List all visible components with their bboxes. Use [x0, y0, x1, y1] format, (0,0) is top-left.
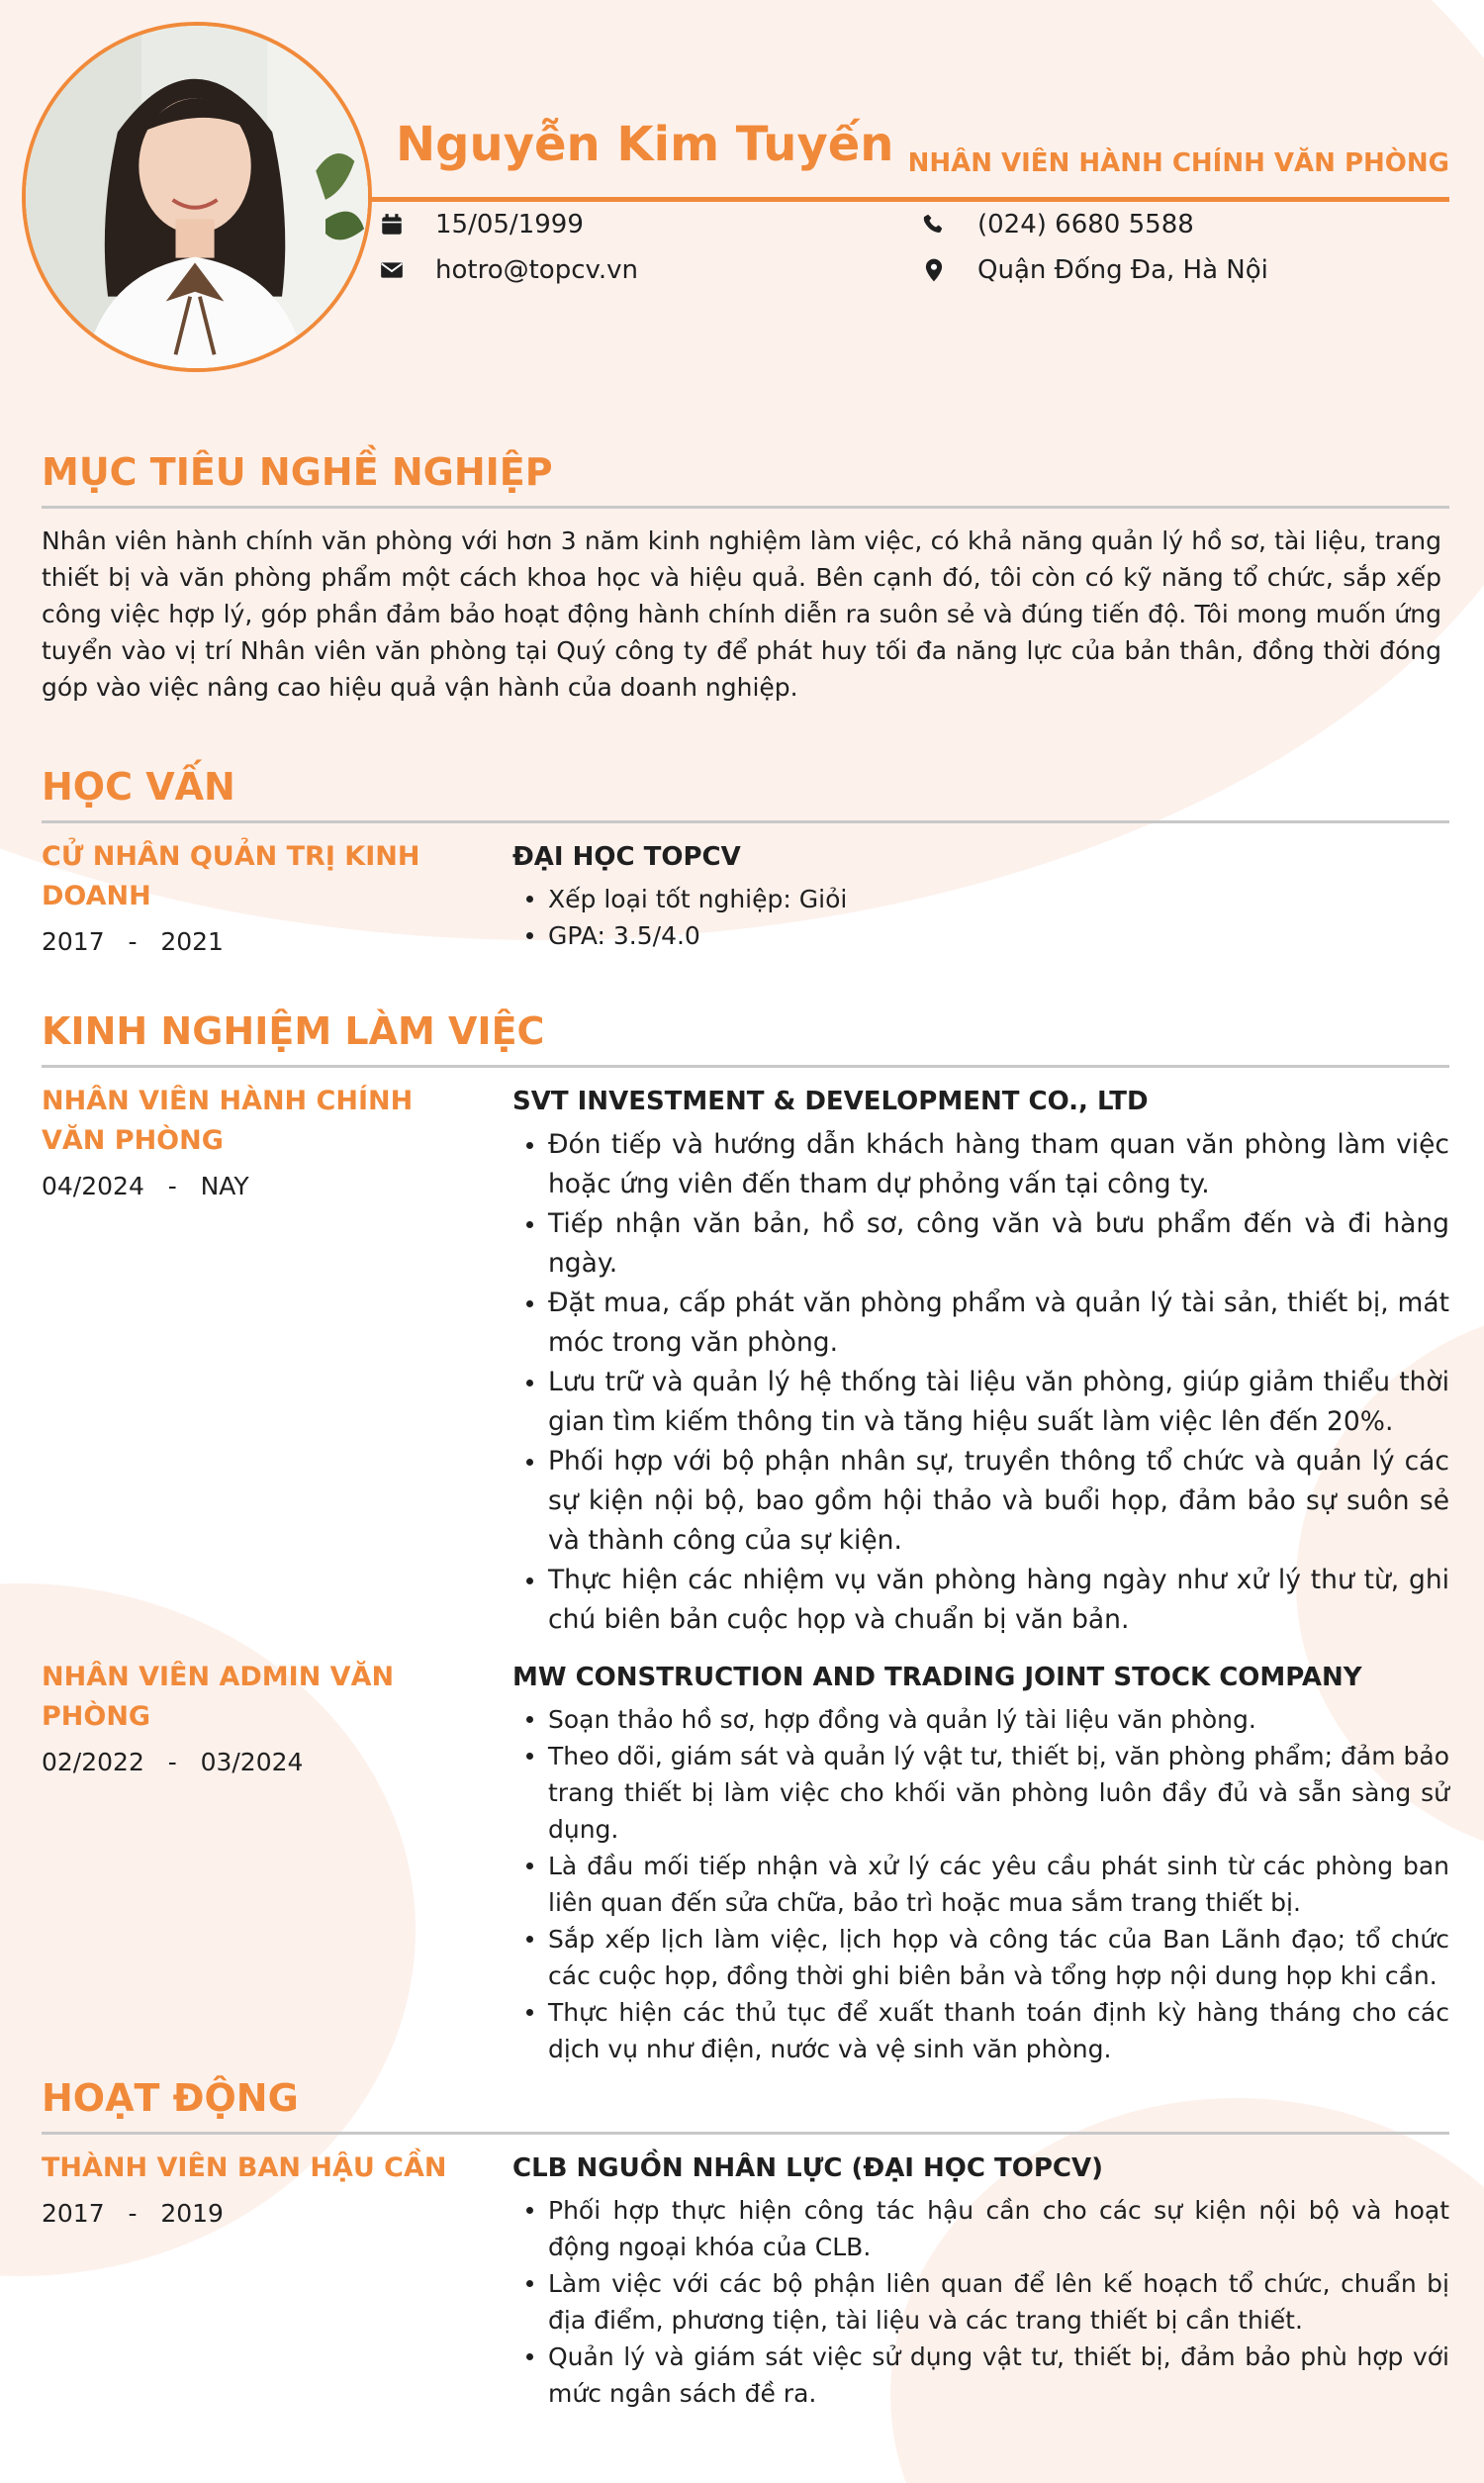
list-item: Đón tiếp và hướng dẫn khách hàng tham quan văn phòng làm việc hoặc ứng viên đến tham dự phỏng vấn tại công ty. — [512, 1125, 1449, 1204]
list-item: Đặt mua, cấp phát văn phòng phẩm và quản lý tài sản, thiết bị, mát móc trong văn phòng. — [512, 1284, 1449, 1363]
list-item: Thực hiện các thủ tục để xuất thanh toán định kỳ hàng tháng cho các dịch vụ như điện, nước và vệ sinh văn phòng. — [512, 1994, 1449, 2067]
section-title: HỌC VẤN — [42, 765, 1449, 823]
company-name: MW CONSTRUCTION AND TRADING JOINT STOCK COMPANY — [512, 1662, 1362, 1692]
list-item: Tiếp nhận văn bản, hồ sơ, công văn và bưu phẩm đến và đi hàng ngày. — [512, 1204, 1449, 1284]
education-entry — [42, 837, 1449, 962]
date-range: 2017 - 2019 — [42, 2198, 224, 2228]
list-item: Là đầu mối tiếp nhận và xử lý các yêu cầu phát sinh từ các phòng ban liên quan đến sửa chữa, bảo trì hoặc mua sắm trang thiết bị. — [512, 1848, 1449, 1921]
list-item: Lưu trữ và quản lý hệ thống tài liệu văn phòng, giúp giảm thiểu thời gian tìm kiếm thông tin và tăng hiệu suất làm việc lên đến 20%. — [512, 1363, 1449, 1442]
list-item: Phối hợp với bộ phận nhân sự, truyền thông tổ chức và quản lý các sự kiện nội bộ, bao gồm hội thảo và buổi họp, đảm bảo sự suôn sẻ và thành công của sự kiện. — [512, 1442, 1449, 1561]
company-name: SVT INVESTMENT & DEVELOPMENT CO., LTD — [512, 1086, 1149, 1116]
list-item: GPA: 3.5/4.0 — [512, 917, 1449, 954]
contact-email — [378, 255, 638, 285]
phone-value[interactable]: (024) 6680 5588 — [977, 210, 1194, 239]
activity-role: THÀNH VIÊN BAN HẬU CẦN — [42, 2151, 447, 2183]
list-item: Xếp loại tốt nghiệp: Giỏi — [512, 881, 1449, 917]
contact-address — [920, 255, 1268, 285]
activity-entry — [42, 2149, 1449, 2412]
organization-name: CLB NGUỒN NHÂN LỰC (ĐẠI HỌC TOPCV) — [512, 2152, 1104, 2183]
education-section — [42, 765, 1449, 962]
list-item: Theo dõi, giám sát và quản lý vật tư, thiết bị, văn phòng phẩm; đảm bảo trang thiết bị làm việc cho khối văn phòng luôn đầy đủ và sẵn sàng sử dụng. — [512, 1738, 1449, 1848]
phone-icon — [920, 211, 948, 239]
birthday-value: 15/05/1999 — [435, 210, 584, 239]
section-title: MỤC TIÊU NGHỀ NGHIỆP — [42, 450, 1449, 509]
list-item: Quản lý và giám sát việc sử dụng vật tư, thiết bị, đảm bảo phù hợp với mức ngân sách đề ra. — [512, 2339, 1449, 2412]
list-item: Thực hiện các nhiệm vụ văn phòng hàng ngày như xử lý thư từ, ghi chú biên bản cuộc họp và chuẩn bị văn bản. — [512, 1561, 1449, 1640]
candidate-name: Nguyễn Kim Tuyến — [396, 117, 894, 172]
email-icon — [378, 256, 406, 284]
avatar — [22, 22, 372, 372]
list-item: Phối hợp thực hiện công tác hậu cần cho các sự kiện nội bộ và hoạt động ngoại khóa của CLB. — [512, 2192, 1449, 2265]
date-range: 2017 - 2021 — [42, 926, 224, 956]
experience-section — [42, 1009, 1449, 2067]
date-range: 04/2024 - NAY — [42, 1171, 249, 1200]
date-range: 02/2022 - 03/2024 — [42, 1747, 304, 1776]
school-name: ĐẠI HỌC TOPCV — [512, 841, 741, 872]
profile-photo — [26, 26, 368, 368]
experience-entry — [42, 1082, 1449, 1640]
activities-section — [42, 2076, 1449, 2412]
career-objective-section — [42, 450, 1449, 706]
header-divider — [368, 197, 1449, 202]
career-objective-text: Nhân viên hành chính văn phòng với hơn 3 năm kinh nghiệm làm việc, có khả năng quản lý hồ sơ, tài liệu, trang thiết bị và văn phòng phẩm một cách khoa học và hiệu quả. Bên cạnh đó, tôi còn có kỹ năng tổ chức, sắp xếp công việc hợp lý, góp phần đảm bảo hoạt động hành chính diễn ra suôn sẻ và đúng tiến độ. Tôi mong muốn ứng tuyển vào vị trí Nhân viên văn phòng tại Quý công ty để phát huy tối đa năng lực của bản thân, đồng thời đóng góp vào việc nâng cao hiệu quả vận hành của doanh nghiệp. — [42, 525, 1441, 702]
section-title: HOẠT ĐỘNG — [42, 2076, 1449, 2135]
location-pin-icon — [920, 256, 948, 284]
list-item: Làm việc với các bộ phận liên quan để lên kế hoạch tổ chức, chuẩn bị địa điểm, phương tiện, tài liệu và các trang thiết bị cần thiết. — [512, 2265, 1449, 2339]
experience-entry — [42, 1658, 1449, 2067]
list-item: Soạn thảo hồ sơ, hợp đồng và quản lý tài liệu văn phòng. — [512, 1701, 1449, 1738]
job-title: NHÂN VIÊN ADMIN VĂN PHÒNG — [42, 1661, 395, 1732]
section-title: KINH NGHIỆM LÀM VIỆC — [42, 1009, 1449, 1068]
degree: CỬ NHÂN QUẢN TRỊ KINH DOANH — [42, 840, 420, 911]
address-value: Quận Đống Đa, Hà Nội — [977, 255, 1268, 285]
list-item: Sắp xếp lịch làm việc, lịch họp và công tác của Ban Lãnh đạo; tổ chức các cuộc họp, đồng thời ghi biên bản và tổng hợp nội dung họp khi cần. — [512, 1921, 1449, 1994]
email-value[interactable]: hotro@topcv.vn — [435, 255, 639, 285]
position-title: NHÂN VIÊN HÀNH CHÍNH VĂN PHÒNG — [907, 148, 1449, 178]
calendar-icon — [378, 211, 406, 239]
contact-birthday — [378, 210, 584, 239]
contact-phone — [920, 210, 1194, 239]
job-title: NHÂN VIÊN HÀNH CHÍNH VĂN PHÒNG — [42, 1085, 414, 1156]
